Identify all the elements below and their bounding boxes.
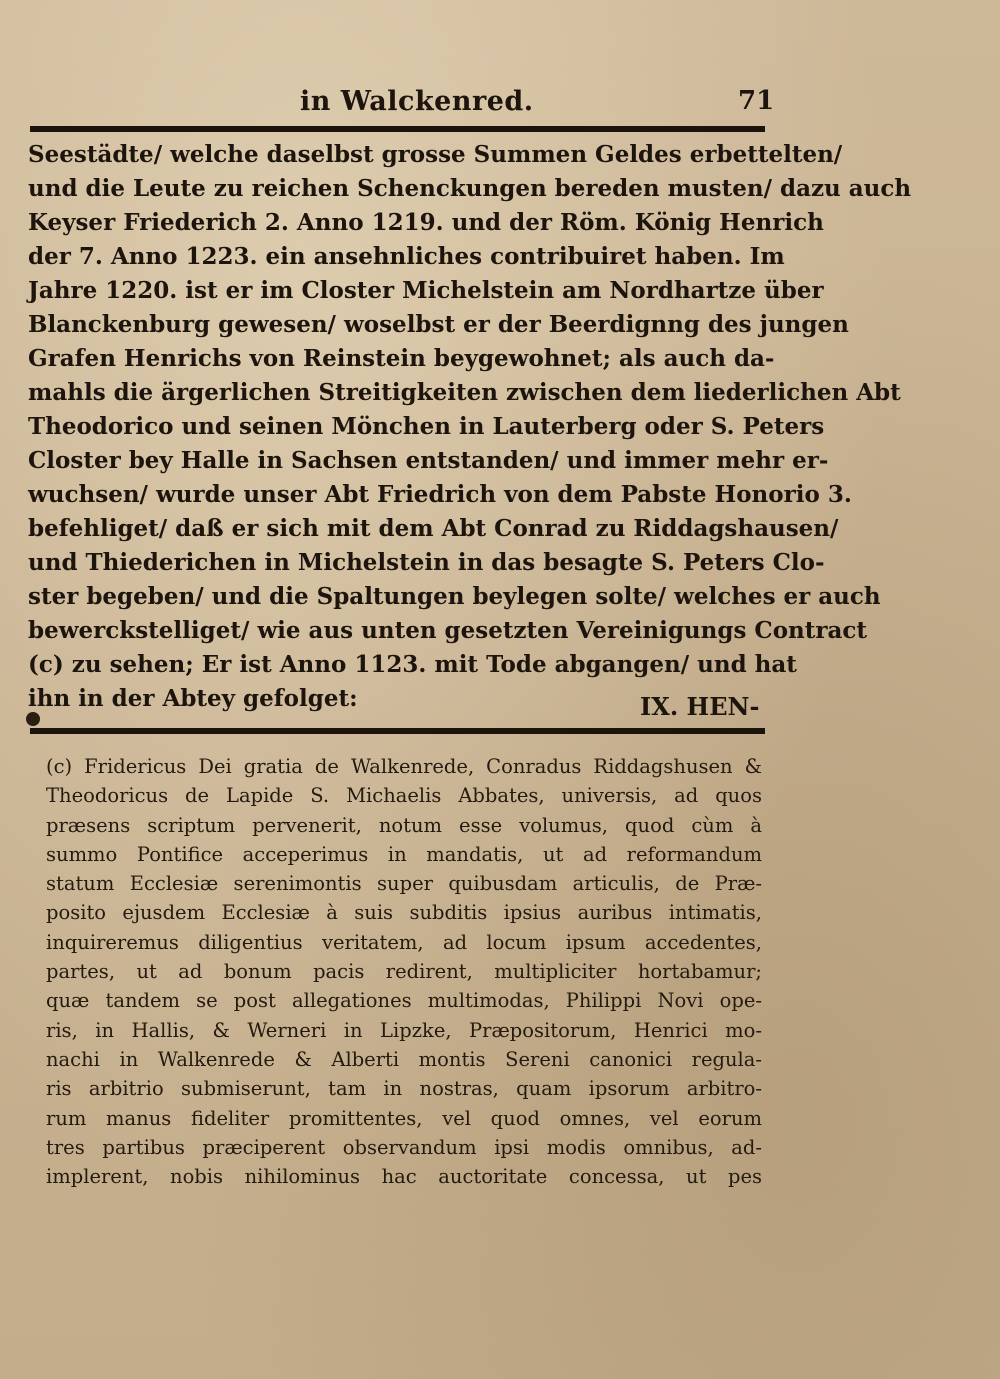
text-line: der 7. Anno 1223. ein ansehnliches contribuiret haben. Im [28,243,785,270]
text-line: und Thiederichen in Michelstein in das besagte S. Peters Clo- [28,549,825,576]
text-line: mahls die ärgerlichen Streitigkeiten zwischen dem liederlichen Abt [28,379,901,406]
text-line: Jahre 1220. ist er im Closter Michelstein am Nordhartze über [28,277,824,304]
text-line: Blanckenburg gewesen/ woselbst er der Beerdignng des jungen [28,311,849,338]
footnote-line: ris, in Hallis, & Werneri in Lipzke, Præpositorum, Henrici mo- [46,1018,762,1042]
text-line: (c) zu sehen; Er ist Anno 1123. mit Tode abgangen/ und hat [28,651,797,678]
text-line: und die Leute zu reichen Schenckungen bereden musten/ dazu auch [28,175,912,202]
footnote-line: tres partibus præciperent observandum ipsi modis omnibus, ad- [46,1135,762,1159]
footnote-line: statum Ecclesiæ serenimontis super quibusdam articulis, de Præ- [46,872,762,896]
running-title: in Walckenred. [300,86,534,117]
footnote-line: ris arbitrio submiserunt, tam in nostras, quam ipsorum arbitro- [46,1077,762,1101]
text-line: wuchsen/ wurde unser Abt Friedrich von dem Pabste Honorio 3. [28,481,852,508]
footnote-line: nachi in Walkenrede & Alberti montis Sereni canonici regula- [46,1047,762,1071]
ink-spot [26,712,40,726]
text-line: ster begeben/ und die Spaltungen beylegen solte/ welches er auch [28,583,881,610]
footnote-line: implerent, nobis nihilominus hac auctoritate concessa, ut pes [46,1165,762,1189]
footnote-line: rum manus fideliter promittentes, vel quod omnes, vel eorum [46,1106,762,1130]
text-line: Keyser Friederich 2. Anno 1219. und der Röm. König Henrich [28,209,824,236]
footnote-block [46,752,762,1191]
text-line: bewerckstelliget/ wie aus unten gesetzten Vereinigungs Contract [28,617,868,644]
main-text-block [28,138,912,716]
footnote-line: partes, ut ad bonum pacis redirent, multipliciter hortabamur; [46,960,762,984]
text-line: befehliget/ daß er sich mit dem Abt Conrad zu Riddagshausen/ [28,515,839,542]
footnote-line: Theodoricus de Lapide S. Michaelis Abbates, universis, ad quos [46,784,762,808]
footnote-rule [30,728,765,734]
footnote-line: quæ tandem se post allegationes multimodas, Philippi Novi ope- [46,989,762,1013]
running-head [0,86,1000,126]
footnote-line: summo Pontifice acceperimus in mandatis, ut ad reformandum [46,842,762,866]
footnote-line: (c) Fridericus Dei gratia de Walkenrede, Conradus Riddagshusen & [46,755,762,778]
footnote-line: inquireremus diligentius veritatem, ad locum ipsum accedentes, [46,930,762,954]
text-line: Grafen Henrichs von Reinstein beygewohnet; als auch da- [28,345,775,372]
text-line: Closter bey Halle in Sachsen entstanden/ und immer mehr er- [28,447,829,474]
text-line: Seestädte/ welche daselbst grosse Summen Geldes erbettelten/ [28,141,843,168]
catchword: IX. HEN- [640,692,760,721]
footnote-line: posito ejusdem Ecclesiæ à suis subditis ipsius auribus intimatis, [46,901,762,925]
text-line: ihn in der Abtey gefolget: [28,685,358,712]
text-line: Theodorico und seinen Mönchen in Lauterberg oder S. Peters [28,413,825,440]
footnote-line: præsens scriptum pervenerit, notum esse volumus, quod cùm à [46,813,762,837]
header-rule [30,126,765,132]
page-number: 71 [738,86,775,116]
